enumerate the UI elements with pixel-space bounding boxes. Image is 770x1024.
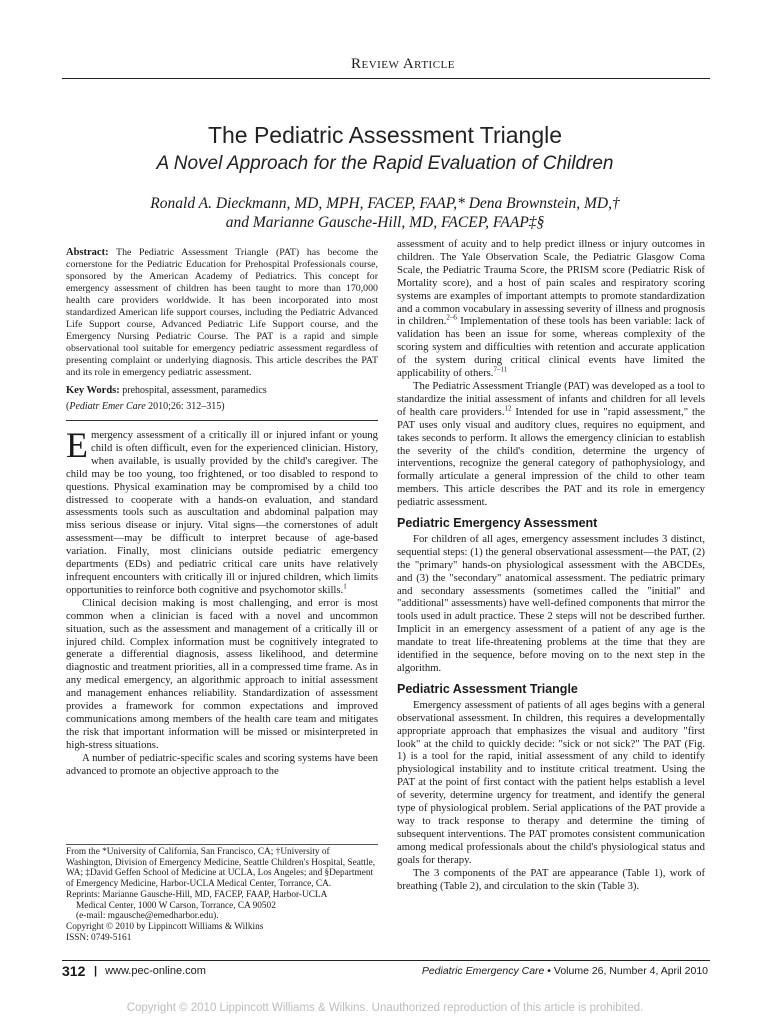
page-number: 312 <box>62 963 86 979</box>
abstract-text: The Pediatric Assessment Triangle (PAT) has become the cornerstone for the Pediatric Education for Prehospital Professionals course, sponsored by the American Academy of Pediatrics. This concept for emergency assessment of children has been taught to more than 170,000 health care providers worldwide. It has been incorporated into most standardized American life support courses, including the Pediatric Advanced Life Support course, Advanced Pediatric Life Support course, and the Emergency Nursing Pediatric Course. The PAT is a rapid and simple observational tool suitable for emergency pediatric assessment regardless of presenting complaint or underlying diagnosis. This article describes the PAT and its role in emergency pediatric assessment. <box>66 247 378 378</box>
authors-line-2: and Marianne Gausche-Hill, MD, FACEP, FAAP‡§ <box>225 214 545 231</box>
keywords-text: prehospital, assessment, paramedics <box>122 385 267 396</box>
section-heading-pat: Pediatric Assessment Triangle <box>397 681 578 696</box>
reprints: Reprints: Marianne Gausche-Hill, MD, FACEP, FAAP, Harbor-UCLA <box>66 889 328 900</box>
website-link[interactable] <box>94 965 206 977</box>
abstract <box>66 247 378 413</box>
reprints-email: (e-mail: mgausche@emedharbor.edu). <box>76 911 219 922</box>
section-heading-emergency-assessment: Pediatric Emergency Assessment <box>397 516 598 531</box>
ref-sup: 7–11 <box>493 365 508 374</box>
right-p2b-text: Intended for use in "rapid assessment," the PAT uses only visual and auditory clues, requires no equipment, and takes seconds to perform. It allows the emergency clinician to establish the severity of the child's condition, determine the urgency of interventions, recognize the general category of pathophysiology, and formally articulate a general impression of the child to other team members. This article describes the PAT and its role in emergency pediatric assessment. <box>397 405 705 509</box>
reprints-address: Medical Center, 1000 W Carson, Torrance, CA 90502 <box>76 900 276 911</box>
footer-divider <box>62 960 710 961</box>
journal-info <box>422 965 708 977</box>
header-divider <box>62 78 710 79</box>
website-text[interactable]: www.pec-online.com <box>105 965 206 977</box>
journal-name: Pediatric Emergency Care <box>421 965 545 977</box>
journal-issue: • Volume 26, Number 4, April 2010 <box>544 965 708 977</box>
section-label: Review Article <box>350 56 455 72</box>
drop-cap: E <box>66 425 88 465</box>
intro-paragraph-3: A number of pediatric-specific scales and scoring systems have been advanced to promote an objective approach to the <box>66 751 378 777</box>
right-p2-text: The Pediatric Assessment Triangle (PAT) was developed as a tool to standardize the initial assessment of infants and children for all levels of health care providers. <box>397 379 705 418</box>
article-subtitle: A Novel Approach for the Rapid Evaluation of Children <box>156 153 614 174</box>
intro-p1-text: mergency assessment of a critically ill or injured infant or young child is often difficult, even for the experienced clinician. History, when available, is usually provided by the child's caregiver. The child may be too young, too frightened, or too disabled to respond to questions. Physical examination may be compromised by a child too distressed to cooperate with a hands-on evaluation, and standard assessments tools such as auscultation and abdominal palpation may miss serious disease or injury. Vital signs—the cornerstones of adult assessment—may be difficult to interpret because of age-based variation. Finally, most clinicians outside pediatric emergency departments (EDs) and pediatric critical care units have relatively infrequent encounters with critically ill or injured children, which limits opportunities to reinforce both cognitive and psychomotor skills. <box>66 429 378 596</box>
authors-line-1: Ronald A. Dieckmann, MD, MPH, FACEP, FAAP,* Dena Brownstein, MD,† <box>150 195 620 212</box>
abstract-label: Abstract: <box>66 247 109 258</box>
article-title: The Pediatric Assessment Triangle <box>207 122 563 148</box>
intro-paragraph-1 <box>66 425 378 597</box>
footnote-copyright: Copyright © 2010 by Lippincott Williams & Wilkins <box>66 921 264 932</box>
ref-sup: 2–6 <box>446 313 457 322</box>
sec1-paragraph: For children of all ages, emergency assessment includes 3 distinct, sequential steps: (1) the general observational assessment—the PAT, (2) the "primary" hands-on physiological assessment with the ABCDEs, and (3) the "secondary" anatomical assessment. The pediatric primary and secondary assessments (sometimes called the "initial" and "additional" assessments) have well-defined components that mirror the tools used in adult practice. These 2 steps will not be described further. Implicit in an emergency assessment of a patient of any age is the mandate to treat life-threatening problems at the time that they are identified in the sequence, before moving on to the next step in the algorithm. <box>397 532 705 674</box>
left-column <box>66 247 378 777</box>
abstract-divider <box>66 420 378 421</box>
sec2-paragraph-2: The 3 components of the PAT are appearance (Table 1), work of breathing (Table 2), and circulation to the skin (Table 3). <box>397 866 705 892</box>
citation: (Pediatr Emer Care 2010;26: 312–315) <box>66 401 225 412</box>
affiliations: From the *University of California, San Francisco, CA; †University of Washington, Division of Emergency Medicine, Seattle Children's Hospital, Seattle, WA; ‡David Geffen School of Medicine at UCLA, Los Angeles; and §Department of Emergency Medicine, Harbor-UCLA Medical Center, Torrance, CA. <box>66 847 376 890</box>
issn: ISSN: 0749-5161 <box>66 932 132 943</box>
footnote-divider <box>66 844 378 845</box>
ref-sup: 12 <box>504 404 512 413</box>
right-p1-text: assessment of acuity and to help predict illness or injury outcomes in children. The Yale Observation Scale, the Pediatric Glasgow Coma Scale, the Pediatric Trauma Score, the PRISM score (Pediatric Risk of Mortality score), and a host of pain scales and respiratory scoring systems are examples of important attempts to promote standardization and a common vocabulary in assessing severity of illness and prognosis in children. <box>397 238 705 328</box>
keywords <box>66 385 378 397</box>
intro-paragraph-2: Clinical decision making is most challenging, and error is most common when a clinician is faced with a novel and uncommon situation, such as the assessment and management of a critically ill or injured child. Complex information must be cognitively integrated to generate a differential diagnosis, assess likelihood, and determine diagnostic and treatment priorities, all in a compressed time frame. As in any medical emergency, an algorithmic approach to initial assessment and management enhances reliability. Standardization of assessment provides a framework for common expectations and improved communications among members of the health care team and mitigates the risk that important information will be missed or misinterpreted in high-stress situations. <box>66 596 378 751</box>
right-paragraph-2 <box>397 380 705 509</box>
footer-separator: | <box>94 965 98 977</box>
ref-sup: 1 <box>343 582 347 591</box>
keywords-label: Key Words: <box>66 385 120 396</box>
right-column <box>397 238 705 892</box>
right-paragraph-1 <box>397 238 705 380</box>
author-list <box>0 194 770 232</box>
right-p1b-text: Implementation of these tools has been variable: lack of validation has been an issue for some, whereas complexity of the scoring system and difficulties with retention and accurate application of the system during critical clinical events have limited the applicability of others. <box>397 315 705 380</box>
citation-journal: Pediatr Emer Care <box>69 401 146 412</box>
sec2-paragraph-1: Emergency assessment of patients of all ages begins with a general observational assessment. In children, this requires a developmentally appropriate approach that emphasizes the visual and auditory "first look" at the child to quickly decide: "sick or not sick?" The PAT (Fig. 1) is a tool for the rapid, initial assessment of any child to identify physiological instability and to institute critical treatment. Using the PAT at the point of first contact with the patient helps establish a level of severity, determine urgency for treatment, and identify the general type of physiological problem. Serial applications of the PAT provide a way to track response to therapy and determine the timing of subsequent interventions. The PAT promotes consistent communication among medical professionals about the child's physiological status and goals for therapy. <box>397 698 705 866</box>
footnote <box>66 847 378 943</box>
citation-details: 2010;26: 312–315) <box>145 401 225 412</box>
copyright-notice: Copyright © 2010 Lippincott Williams & Wilkins. Unauthorized reproduction of this article is prohibited. <box>126 1002 644 1014</box>
